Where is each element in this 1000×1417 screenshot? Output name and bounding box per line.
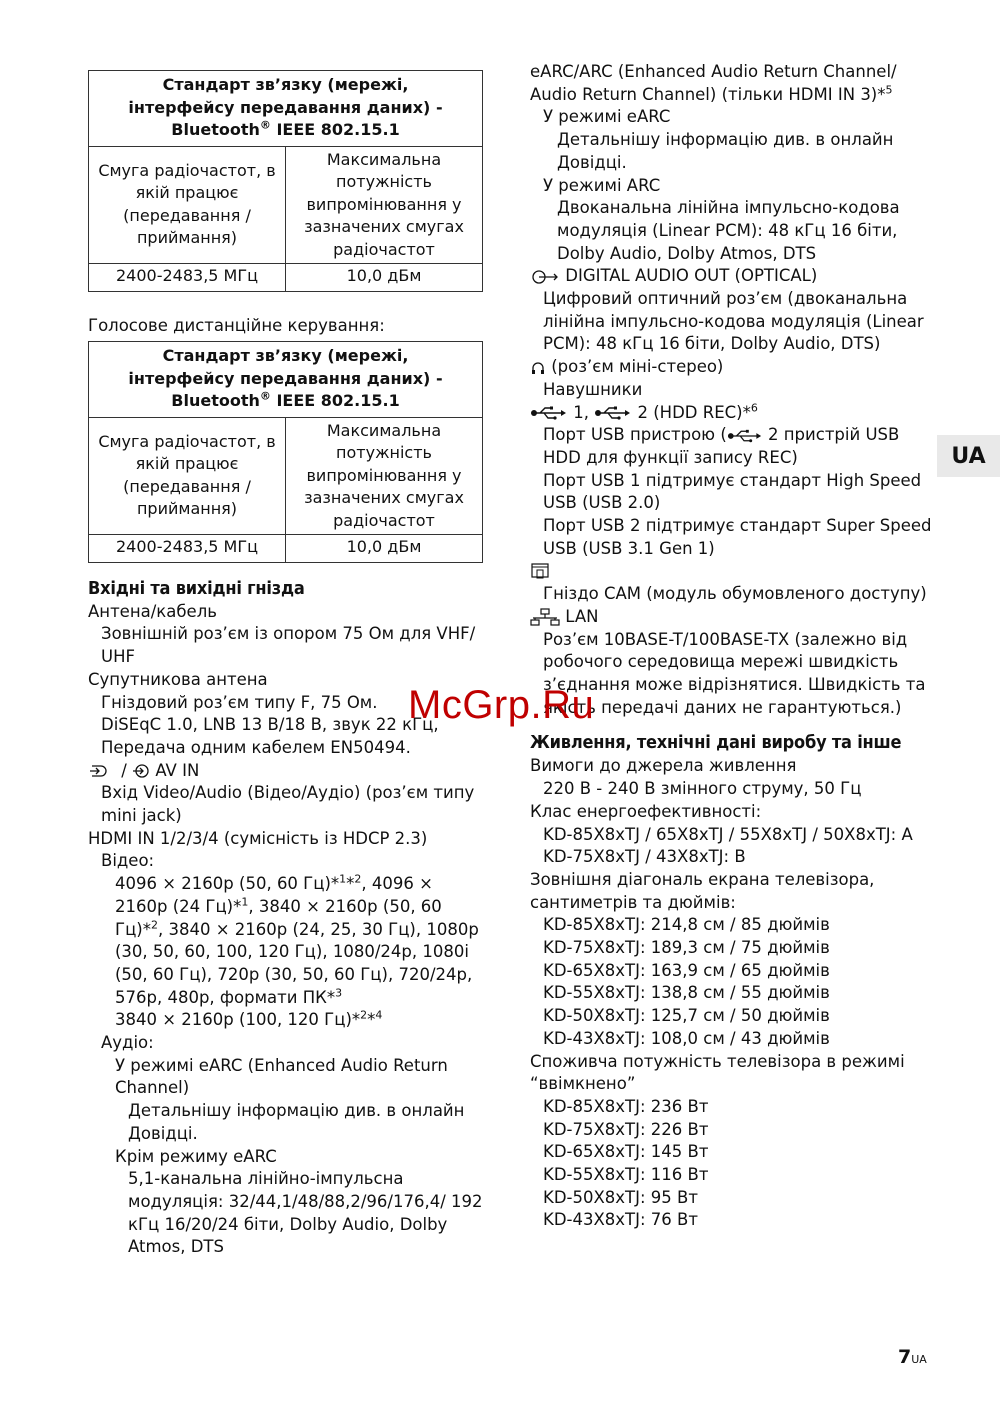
- usb-icon: [594, 406, 632, 420]
- registered-mark: ®: [259, 389, 271, 403]
- earc-detail: Детальнішу інформацію див. в онлайн Довідці.: [128, 1101, 465, 1143]
- diagonal-item: KD-50X8xTJ: 125,7 см / 50 дюймів: [543, 1006, 830, 1026]
- consumption-item: KD-43X8xTJ: 76 Вт: [543, 1210, 698, 1230]
- header-line: Стандарт зв’язку (мережі,: [162, 346, 409, 366]
- diagonal-label: Зовнішня діагональ екрана телевізора, сантиметрів та дюймів:: [530, 869, 875, 912]
- section-heading-io: Вхідні та вихідні гнізда: [88, 577, 305, 599]
- optical-output-icon: [530, 269, 560, 285]
- bluetooth-spec-table-2: [88, 341, 483, 563]
- audio-label: Аудіо:: [101, 1033, 154, 1053]
- antenna-text: Зовнішній роз’єм із опором 75 Ом для VHF/ UHF: [101, 624, 476, 667]
- consumption-item: KD-65X8xTJ: 145 Вт: [543, 1142, 709, 1162]
- column-header-power: Максимальна потужність випромінювання у зазначених смугах радіочастот: [286, 417, 483, 535]
- non-earc-mode: Крім режиму eARC: [115, 1146, 277, 1166]
- usb2-detail: Порт USB 2 підтримує стандарт Super Speed USB (USB 3.1 Gen 1): [543, 516, 932, 558]
- energy-class-a: KD-85X8xTJ / 65X8xTJ / 55X8xTJ / 50X8xTJ: A: [543, 824, 913, 844]
- header-line: Bluetooth: [171, 391, 260, 411]
- power-value: 10,0 дБм: [286, 535, 483, 563]
- header-line: інтерфейсу передавання даних) -: [128, 97, 443, 117]
- power-value: 10,0 дБм: [286, 264, 483, 292]
- power-req-label: Вимоги до джерела живлення: [530, 756, 797, 776]
- video-formats: 4096 × 2160p (50, 60 Гц)*$^1$*$^2$, 4096 × 2160p (24 Гц)*$^1$, 3840 × 2160p (50, 60 Гц)*$^2$, 3840 × 2160p (24, 25, 30 Гц), 1080p (30, 50, 60, 100, 120 Гц), 1080/24p, 1080i (50, 60 Гц), 720p (30, 50, 60 Гц), 720/24p, 576p, 480p, формати ПК*$^3$: [115, 872, 479, 1007]
- arc-mode: У режимі ARC: [543, 175, 661, 195]
- cam-detail: Гніздо CAM (модуль обумовленого доступу): [543, 584, 927, 604]
- diagonal-item: KD-55X8xTJ: 138,8 см / 55 дюймів: [543, 983, 830, 1003]
- earc-mode: У режимі eARC (Enhanced Audio Return Channel): [115, 1055, 448, 1098]
- usb1-detail: Порт USB 1 підтримує стандарт High Speed USB (USB 2.0): [543, 470, 922, 513]
- column-header-band: Смуга радіочастот, в якій працює (передавання / приймання): [89, 146, 286, 264]
- non-earc-detail: 5,1-канальна лінійно-імпульсна модуляція: 32/44,1/48/88,2/96/176,4/ 192 кГц 16/20/24 біти, Dolby Audio, Dolby Atmos, DTS: [128, 1169, 483, 1257]
- header-line: інтерфейсу передавання даних) -: [128, 368, 443, 388]
- header-line: IEEE 802.15.1: [270, 391, 400, 411]
- table-header: [89, 71, 483, 147]
- left-column: [88, 70, 483, 1259]
- hdmi-label: HDMI IN 1/2/3/4 (сумісність із HDCP 2.3): [88, 828, 428, 848]
- band-value: 2400-2483,5 МГц: [89, 535, 286, 563]
- usb-icon: [727, 429, 763, 443]
- satellite-label: Супутникова антена: [88, 669, 268, 689]
- earc-title: eARC/ARC (Enhanced Audio Return Channel/ Audio Return Channel) (тільки HDMI IN 3)*$^5$: [530, 62, 897, 104]
- antenna-label: Антена/кабель: [88, 601, 217, 621]
- av-in-label: / AV IN: [88, 760, 483, 783]
- power-req: 220 В - 240 В змінного струму, 50 Гц: [543, 779, 862, 799]
- consumption-item: KD-85X8xTJ: 236 Вт: [543, 1096, 709, 1116]
- diagonal-item: KD-75X8xTJ: 189,3 см / 75 дюймів: [543, 938, 830, 958]
- input-icon: [88, 763, 116, 779]
- video-label: Відео:: [101, 851, 155, 871]
- arc-detail: Двоканальна лінійна імпульсно-кодова модуляція (Linear PCM): 48 кГц 16 біти, Dolby Audio, Dolby Atmos, DTS: [557, 198, 900, 263]
- lan-detail: Роз’єм 10BASE-T/100BASE-TX (залежно від робочого середовища мережі швидкість з’єднання може відрізнятися. Швидкість та якість передачі даних не гарантуються.): [543, 629, 926, 717]
- watermark: McGrp.Ru: [408, 683, 595, 727]
- consumption-item: KD-50X8xTJ: 95 Вт: [543, 1187, 698, 1207]
- cam-slot-icon: [530, 562, 550, 582]
- consumption-label: Споживча потужність телевізора в режимі “ввімкнено”: [530, 1051, 905, 1094]
- cam-icon-line: [530, 560, 940, 583]
- header-line: Bluetooth: [171, 120, 260, 139]
- headphone-detail: Навушники: [543, 379, 643, 399]
- table-header: [89, 342, 483, 418]
- input-circle-icon: [132, 763, 150, 779]
- header-line: IEEE 802.15.1: [270, 120, 400, 139]
- registered-mark: ®: [259, 118, 271, 132]
- video-formats-high-rate: 3840 × 2160p (100, 120 Гц)*$^2$*$^4$: [115, 1008, 383, 1030]
- language-tab: UA: [937, 435, 1000, 477]
- earc-detail: Детальнішу інформацію див. в онлайн Довідці.: [557, 130, 894, 172]
- optical-label: DIGITAL AUDIO OUT (OPTICAL): [530, 265, 940, 288]
- av-in-text: AV IN: [155, 760, 200, 780]
- earc-mode: У режимі eARC: [543, 107, 671, 127]
- band-value: 2400-2483,5 МГц: [89, 264, 286, 292]
- bluetooth-spec-table-1: [88, 70, 483, 292]
- usb-label: 1, 2 (HDD REC)*$^6$: [530, 402, 940, 425]
- header-line: Стандарт зв’язку (мережі,: [162, 75, 409, 94]
- diagonal-item: KD-43X8xTJ: 108,0 см / 43 дюймів: [543, 1028, 830, 1048]
- headphones-icon: [530, 360, 546, 376]
- column-header-band: Смуга радіочастот, в якій працює (передавання / приймання): [89, 417, 286, 535]
- headphone-label: (роз’єм міні-стерео): [530, 356, 940, 379]
- column-header-power: Максимальна потужність випромінювання у зазначених смугах радіочастот: [286, 146, 483, 264]
- lan-label: LAN: [530, 606, 940, 629]
- diagonal-item: KD-65X8xTJ: 163,9 см / 65 дюймів: [543, 960, 830, 980]
- optical-detail: Цифровий оптичний роз’єм (двоканальна лінійна імпульсно-кодова модуляція (Linear PCM): 48 кГц 16 біти, Dolby Audio, DTS): [543, 289, 924, 354]
- network-icon: [530, 608, 560, 626]
- section-heading-power: Живлення, технічні дані виробу та інше: [530, 732, 902, 754]
- av-in-detail: Вхід Video/Audio (Відео/Аудіо) (роз’єм типу mini jack): [101, 783, 475, 826]
- consumption-item: KD-55X8xTJ: 116 Вт: [543, 1165, 709, 1185]
- table-caption: Голосове дистанційне керування:: [88, 315, 385, 335]
- consumption-item: KD-75X8xTJ: 226 Вт: [543, 1119, 709, 1139]
- satellite-line: Гніздовий роз’єм типу F, 75 Ом.: [101, 692, 378, 712]
- usb-port-detail: Порт USB пристрою ( 2 пристрій USB HDD для функції запису REC): [543, 425, 900, 467]
- energy-label: Клас енергоефективності:: [530, 801, 762, 821]
- diagonal-item: KD-85X8xTJ: 214,8 см / 85 дюймів: [543, 915, 830, 935]
- satellite-line: Передача одним кабелем EN50494.: [101, 737, 411, 757]
- satellite-line: DiSEqC 1.0, LNB 13 В/18 В, звук 22 кГц,: [101, 715, 439, 735]
- usb-icon: [530, 406, 568, 420]
- page-number: 7UA: [898, 1346, 927, 1368]
- energy-class-b: KD-75X8xTJ / 43X8xTJ: B: [543, 847, 746, 867]
- right-column: [530, 61, 940, 1232]
